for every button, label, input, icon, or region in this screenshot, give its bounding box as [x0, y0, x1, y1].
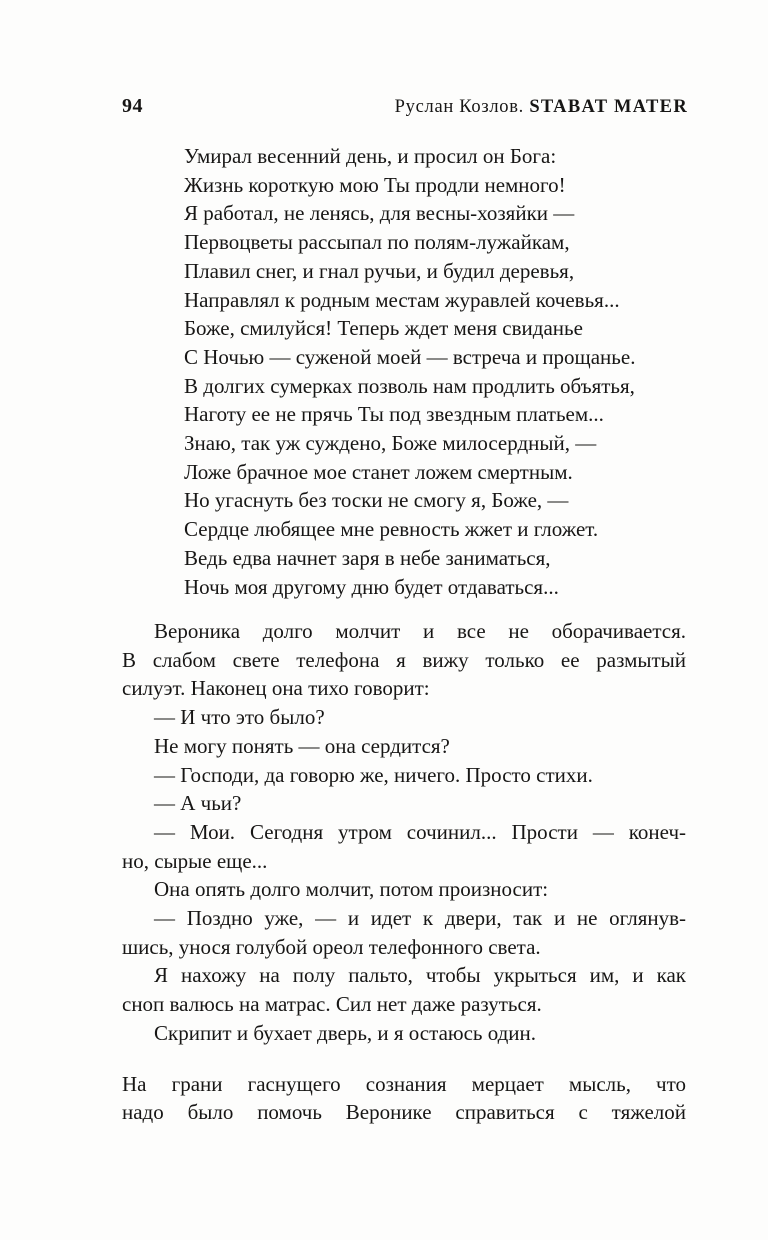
text-line: шись, унося голубой ореол телефонного света.: [122, 934, 541, 959]
poem-line: Первоцветы рассыпал по полям-лужайкам,: [184, 230, 570, 255]
text-line: Скрипит и бухает дверь, и я остаюсь один.: [154, 1020, 537, 1045]
paragraph: [122, 789, 686, 818]
text-line: сноп валюсь на матрас. Сил нет даже разуться.: [122, 992, 542, 1017]
text-line: Вероника долго молчит и все не оборачивается.: [154, 619, 686, 643]
text-line: Я нахожу на полу пальто, чтобы укрыться им, и как: [154, 963, 686, 988]
text-line: — Господи, да говорю же, ничего. Просто стихи.: [154, 762, 593, 787]
text-line: — Поздно уже, — и идет к двери, так и не оглянув-: [154, 906, 686, 931]
running-header: [122, 95, 688, 118]
text-line: Она опять долго молчит, потом произносит:: [154, 877, 549, 902]
poem-line: Жизнь короткую мою Ты продли немного!: [184, 172, 566, 197]
paragraph: [122, 818, 686, 875]
poem-line: Знаю, так уж суждено, Боже милосердный, —: [184, 431, 597, 456]
paragraph: [122, 1019, 686, 1048]
page-number: 94: [122, 95, 143, 117]
text-line: — Мои. Сегодня утром сочинил... Прости — конеч-: [154, 819, 686, 844]
text-line: В слабом свете телефона я вижу только ее размытый: [122, 647, 686, 672]
paragraph: [122, 1070, 686, 1127]
poem-line: Я работал, не ленясь, для весны-хозяйки —: [184, 201, 575, 226]
poem-line: Ложе брачное мое станет ложем смертным.: [184, 459, 573, 484]
poem-line: В долгих сумерках позволь нам продлить объятья,: [184, 373, 635, 398]
paragraph: [122, 961, 686, 1018]
poem-line: Умирал весенний день, и просил он Бога:: [184, 144, 557, 168]
text-line: силуэт. Наконец она тихо говорит:: [122, 676, 430, 701]
poem-line: Плавил снег, и гнал ручьи, и будил деревья,: [184, 258, 575, 283]
poem-line: Боже, смилуйся! Теперь ждет меня свиданье: [184, 316, 583, 341]
paragraph: [122, 732, 686, 761]
poem-line: Ночь моя другому дню будет отдаваться...: [184, 574, 559, 599]
paragraph: [122, 875, 686, 904]
poem-line: Направлял к родным местам журавлей кочевья...: [184, 287, 620, 312]
text-line: На грани гаснущего сознания мерцает мысль, что: [122, 1071, 686, 1096]
running-title: [395, 97, 688, 118]
poem-line: Но угаснуть без тоски не смогу я, Боже, —: [184, 488, 569, 513]
text-line: но, сырые еще...: [122, 848, 268, 873]
poem-line: Сердце любящее мне ревность жжет и гложет.: [184, 517, 599, 542]
running-title-author: Руслан Козлов.: [394, 97, 524, 117]
paragraph: [122, 904, 686, 961]
text-line: Не могу понять — она сердится?: [154, 733, 450, 758]
text-line: надо было помочь Веронике справиться с тяжелой: [122, 1100, 686, 1125]
poem-line: С Ночью — суженой моей — встреча и прощанье.: [184, 344, 636, 369]
text-line: — И что это было?: [154, 705, 325, 730]
text-line: — А чьи?: [154, 791, 242, 816]
poem-block: [184, 142, 635, 601]
paragraph: [122, 617, 686, 703]
running-title-book: STABAT MATER: [529, 97, 688, 117]
poem-line: Наготу ее не прячь Ты под звездным платьем...: [184, 402, 604, 427]
prose-block: [122, 617, 686, 1127]
poem-line: Ведь едва начнет заря в небе заниматься,: [184, 545, 551, 570]
paragraph: [122, 761, 686, 790]
paragraph: [122, 703, 686, 732]
